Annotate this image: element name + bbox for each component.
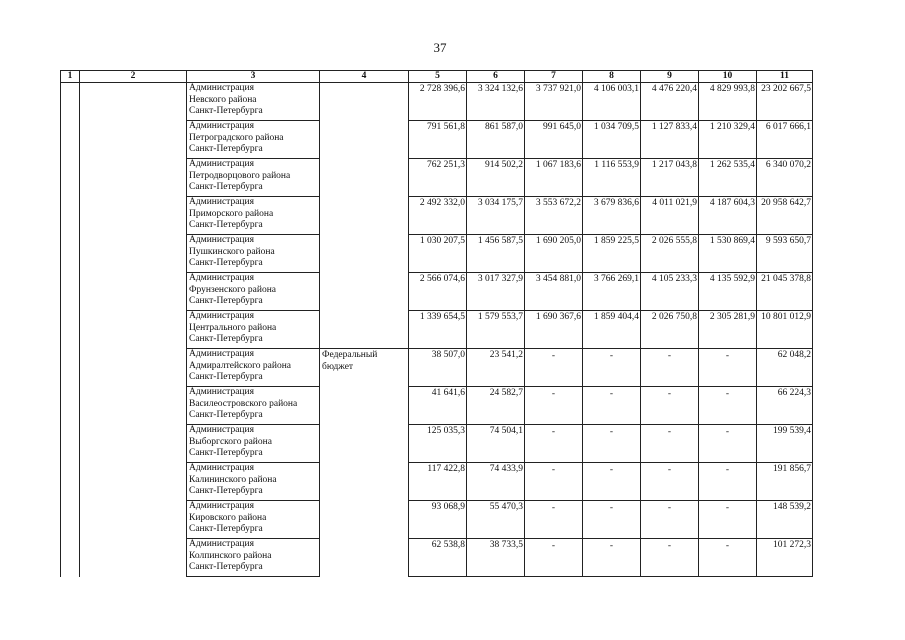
value-cell: 191 856,7	[757, 463, 813, 501]
funding-source-cell	[320, 235, 409, 273]
value-cell: 991 645,0	[525, 121, 583, 159]
value-cell: -	[583, 539, 641, 577]
budget-table	[60, 70, 813, 577]
funding-source-cell	[320, 159, 409, 197]
column-header: 8	[583, 71, 641, 83]
cell-col-1	[61, 501, 80, 539]
organization-cell	[187, 425, 320, 463]
value-cell: 62 538,8	[409, 539, 467, 577]
organization-line: Администрация	[189, 311, 254, 321]
organization-cell	[187, 387, 320, 425]
cell-col-2	[80, 159, 187, 197]
value-cell: -	[641, 349, 699, 387]
value-cell: -	[641, 387, 699, 425]
organization-line: Администрация	[189, 83, 254, 93]
value-cell: -	[583, 463, 641, 501]
organization-cell	[187, 349, 320, 387]
value-cell: 3 324 132,6	[467, 83, 525, 121]
value-cell: 3 034 175,7	[467, 197, 525, 235]
organization-line: Санкт-Петербурга	[189, 562, 263, 572]
value-cell: -	[699, 539, 757, 577]
page-number: 37	[433, 40, 447, 55]
cell-col-1	[61, 425, 80, 463]
header-row	[61, 71, 813, 83]
value-cell: 6 340 070,2	[757, 159, 813, 197]
organization-line: Санкт-Петербурга	[189, 372, 263, 382]
value-cell: 1 859 225,5	[583, 235, 641, 273]
value-cell: 24 582,7	[467, 387, 525, 425]
cell-col-1	[61, 311, 80, 349]
organization-line: Санкт-Петербурга	[189, 106, 263, 116]
cell-col-2	[80, 311, 187, 349]
value-cell: 4 011 021,9	[641, 197, 699, 235]
value-cell: 41 641,6	[409, 387, 467, 425]
value-cell: -	[525, 387, 583, 425]
value-cell: 1 127 833,4	[641, 121, 699, 159]
value-cell: 23 541,2	[467, 349, 525, 387]
organization-line: Санкт-Петербурга	[189, 296, 263, 306]
organization-line: Фрунзенского района	[189, 284, 277, 295]
value-cell: 1 210 329,4	[699, 121, 757, 159]
value-cell: 20 958 642,7	[757, 197, 813, 235]
value-cell: 4 829 993,8	[699, 83, 757, 121]
value-cell: -	[699, 349, 757, 387]
value-cell: 1 530 869,4	[699, 235, 757, 273]
value-cell: 4 135 592,9	[699, 273, 757, 311]
value-cell: 3 017 327,9	[467, 273, 525, 311]
cell-col-2	[80, 387, 187, 425]
value-cell: 1 339 654,5	[409, 311, 467, 349]
cell-col-2	[80, 425, 187, 463]
value-cell: -	[641, 539, 699, 577]
table-row	[61, 159, 813, 197]
value-cell: -	[525, 349, 583, 387]
value-cell: 3 766 269,1	[583, 273, 641, 311]
value-cell: 3 737 921,0	[525, 83, 583, 121]
column-header: 7	[525, 71, 583, 83]
value-cell: -	[583, 349, 641, 387]
organization-line: Санкт-Петербурга	[189, 182, 263, 192]
organization-cell	[187, 197, 320, 235]
value-cell: 1 030 207,5	[409, 235, 467, 273]
table-row	[61, 425, 813, 463]
funding-source-cell	[320, 197, 409, 235]
value-cell: 93 068,9	[409, 501, 467, 539]
value-cell: -	[525, 539, 583, 577]
cell-col-1	[61, 159, 80, 197]
funding-source-cell	[320, 83, 409, 121]
value-cell: 1 456 587,5	[467, 235, 525, 273]
column-header: 4	[320, 71, 409, 83]
organization-line: Приморского района	[189, 208, 274, 219]
column-header: 11	[757, 71, 813, 83]
value-cell: 4 187 604,3	[699, 197, 757, 235]
value-cell: 55 470,3	[467, 501, 525, 539]
value-cell: 9 593 650,7	[757, 235, 813, 273]
table-row	[61, 83, 813, 121]
cell-col-1	[61, 387, 80, 425]
organization-line: Санкт-Петербурга	[189, 524, 263, 534]
organization-line: Санкт-Петербурга	[189, 448, 263, 458]
cell-col-1	[61, 197, 80, 235]
value-cell: -	[525, 501, 583, 539]
organization-line: Администрация	[189, 463, 254, 473]
funding-source-cell	[320, 463, 409, 501]
value-cell: 3 679 836,6	[583, 197, 641, 235]
funding-source-cell	[320, 501, 409, 539]
value-cell: 117 422,8	[409, 463, 467, 501]
organization-line: Администрация	[189, 197, 254, 207]
funding-source-cell	[320, 273, 409, 311]
cell-col-2	[80, 197, 187, 235]
organization-line: Кировского района	[189, 512, 267, 523]
column-header: 10	[699, 71, 757, 83]
organization-line: Администрация	[189, 539, 254, 549]
organization-line: Калининского района	[189, 474, 277, 485]
cell-col-1	[61, 349, 80, 387]
organization-line: Петроградского района	[189, 132, 284, 143]
organization-line: Санкт-Петербурга	[189, 486, 263, 496]
value-cell: -	[525, 463, 583, 501]
cell-col-2	[80, 273, 187, 311]
value-cell: -	[525, 425, 583, 463]
value-cell: 21 045 378,8	[757, 273, 813, 311]
value-cell: 199 539,4	[757, 425, 813, 463]
cell-col-2	[80, 501, 187, 539]
value-cell: 6 017 666,1	[757, 121, 813, 159]
table-body	[61, 83, 813, 577]
cell-col-1	[61, 235, 80, 273]
value-cell: 74 504,1	[467, 425, 525, 463]
value-cell: 3 454 881,0	[525, 273, 583, 311]
value-cell: 791 561,8	[409, 121, 467, 159]
value-cell: -	[699, 425, 757, 463]
value-cell: 861 587,0	[467, 121, 525, 159]
value-cell: 66 224,3	[757, 387, 813, 425]
organization-line: Выборгского района	[189, 436, 272, 447]
value-cell: -	[699, 463, 757, 501]
table-row	[61, 273, 813, 311]
value-cell: 1 067 183,6	[525, 159, 583, 197]
organization-cell	[187, 235, 320, 273]
organization-cell	[187, 539, 320, 577]
organization-line: Колпинского района	[189, 550, 272, 561]
organization-cell	[187, 159, 320, 197]
cell-col-1	[61, 273, 80, 311]
organization-cell	[187, 121, 320, 159]
value-cell: 4 476 220,4	[641, 83, 699, 121]
table-row	[61, 197, 813, 235]
column-header: 9	[641, 71, 699, 83]
organization-line: Администрация	[189, 349, 254, 359]
organization-line: Невского района	[189, 94, 257, 105]
value-cell: 2 566 074,6	[409, 273, 467, 311]
value-cell: 762 251,3	[409, 159, 467, 197]
table-row	[61, 501, 813, 539]
value-cell: 914 502,2	[467, 159, 525, 197]
value-cell: 2 026 750,8	[641, 311, 699, 349]
table-row	[61, 387, 813, 425]
column-header: 6	[467, 71, 525, 83]
organization-cell	[187, 501, 320, 539]
value-cell: 1 217 043,8	[641, 159, 699, 197]
value-cell: 3 553 672,2	[525, 197, 583, 235]
organization-line: Администрация	[189, 121, 254, 131]
table-row	[61, 349, 813, 387]
organization-cell	[187, 463, 320, 501]
value-cell: -	[583, 425, 641, 463]
cell-col-2	[80, 235, 187, 273]
organization-line: Администрация	[189, 273, 254, 283]
value-cell: -	[583, 501, 641, 539]
cell-col-1	[61, 539, 80, 577]
organization-cell	[187, 273, 320, 311]
table-row	[61, 121, 813, 159]
value-cell: 2 026 555,8	[641, 235, 699, 273]
value-cell: -	[641, 501, 699, 539]
funding-source-cell: Федеральный бюджет	[320, 349, 409, 387]
value-cell: 125 035,3	[409, 425, 467, 463]
cell-col-1	[61, 83, 80, 121]
value-cell: 1 262 535,4	[699, 159, 757, 197]
organization-line: Пушкинского района	[189, 246, 275, 257]
value-cell: 1 690 367,6	[525, 311, 583, 349]
organization-line: Санкт-Петербурга	[189, 334, 263, 344]
organization-line: Администрация	[189, 159, 254, 169]
column-header: 1	[61, 71, 80, 83]
value-cell: 1 859 404,4	[583, 311, 641, 349]
table-row	[61, 539, 813, 577]
value-cell: -	[641, 463, 699, 501]
organization-line: Администрация	[189, 501, 254, 511]
organization-line: Администрация	[189, 387, 254, 397]
organization-line: Адмиралтейского района	[189, 360, 292, 371]
cell-col-1	[61, 463, 80, 501]
table-row	[61, 235, 813, 273]
organization-line: Администрация	[189, 235, 254, 245]
value-cell: 74 433,9	[467, 463, 525, 501]
value-cell: 10 801 012,9	[757, 311, 813, 349]
column-header: 3	[187, 71, 320, 83]
value-cell: 1 690 205,0	[525, 235, 583, 273]
organization-line: Санкт-Петербурга	[189, 410, 263, 420]
cell-col-2	[80, 463, 187, 501]
funding-source-cell	[320, 387, 409, 425]
value-cell: 4 105 233,3	[641, 273, 699, 311]
value-cell: 148 539,2	[757, 501, 813, 539]
table-row	[61, 311, 813, 349]
organization-line: Администрация	[189, 425, 254, 435]
value-cell: 2 728 396,6	[409, 83, 467, 121]
value-cell: 2 305 281,9	[699, 311, 757, 349]
value-cell: 38 733,5	[467, 539, 525, 577]
cell-col-1	[61, 121, 80, 159]
value-cell: 2 492 332,0	[409, 197, 467, 235]
organization-cell	[187, 83, 320, 121]
value-cell: -	[641, 425, 699, 463]
organization-line: Санкт-Петербурга	[189, 220, 263, 230]
organization-line: Петродворцового района	[189, 170, 291, 181]
value-cell: 1 116 553,9	[583, 159, 641, 197]
organization-line: Центрального района	[189, 322, 277, 333]
funding-source-cell	[320, 539, 409, 577]
column-header: 5	[409, 71, 467, 83]
cell-col-2	[80, 121, 187, 159]
funding-source-cell	[320, 311, 409, 349]
value-cell: 62 048,2	[757, 349, 813, 387]
value-cell: -	[699, 501, 757, 539]
cell-col-2	[80, 349, 187, 387]
organization-cell	[187, 311, 320, 349]
value-cell: -	[583, 387, 641, 425]
value-cell: 1 034 709,5	[583, 121, 641, 159]
column-header: 2	[80, 71, 187, 83]
cell-col-2	[80, 83, 187, 121]
funding-source-cell	[320, 121, 409, 159]
table-row	[61, 463, 813, 501]
funding-source-cell	[320, 425, 409, 463]
value-cell: 101 272,3	[757, 539, 813, 577]
value-cell: 1 579 553,7	[467, 311, 525, 349]
organization-line: Санкт-Петербурга	[189, 144, 263, 154]
organization-line: Санкт-Петербурга	[189, 258, 263, 268]
value-cell: -	[699, 387, 757, 425]
value-cell: 4 106 003,1	[583, 83, 641, 121]
cell-col-2	[80, 539, 187, 577]
value-cell: 23 202 667,5	[757, 83, 813, 121]
organization-line: Василеостровского района	[189, 398, 298, 409]
value-cell: 38 507,0	[409, 349, 467, 387]
